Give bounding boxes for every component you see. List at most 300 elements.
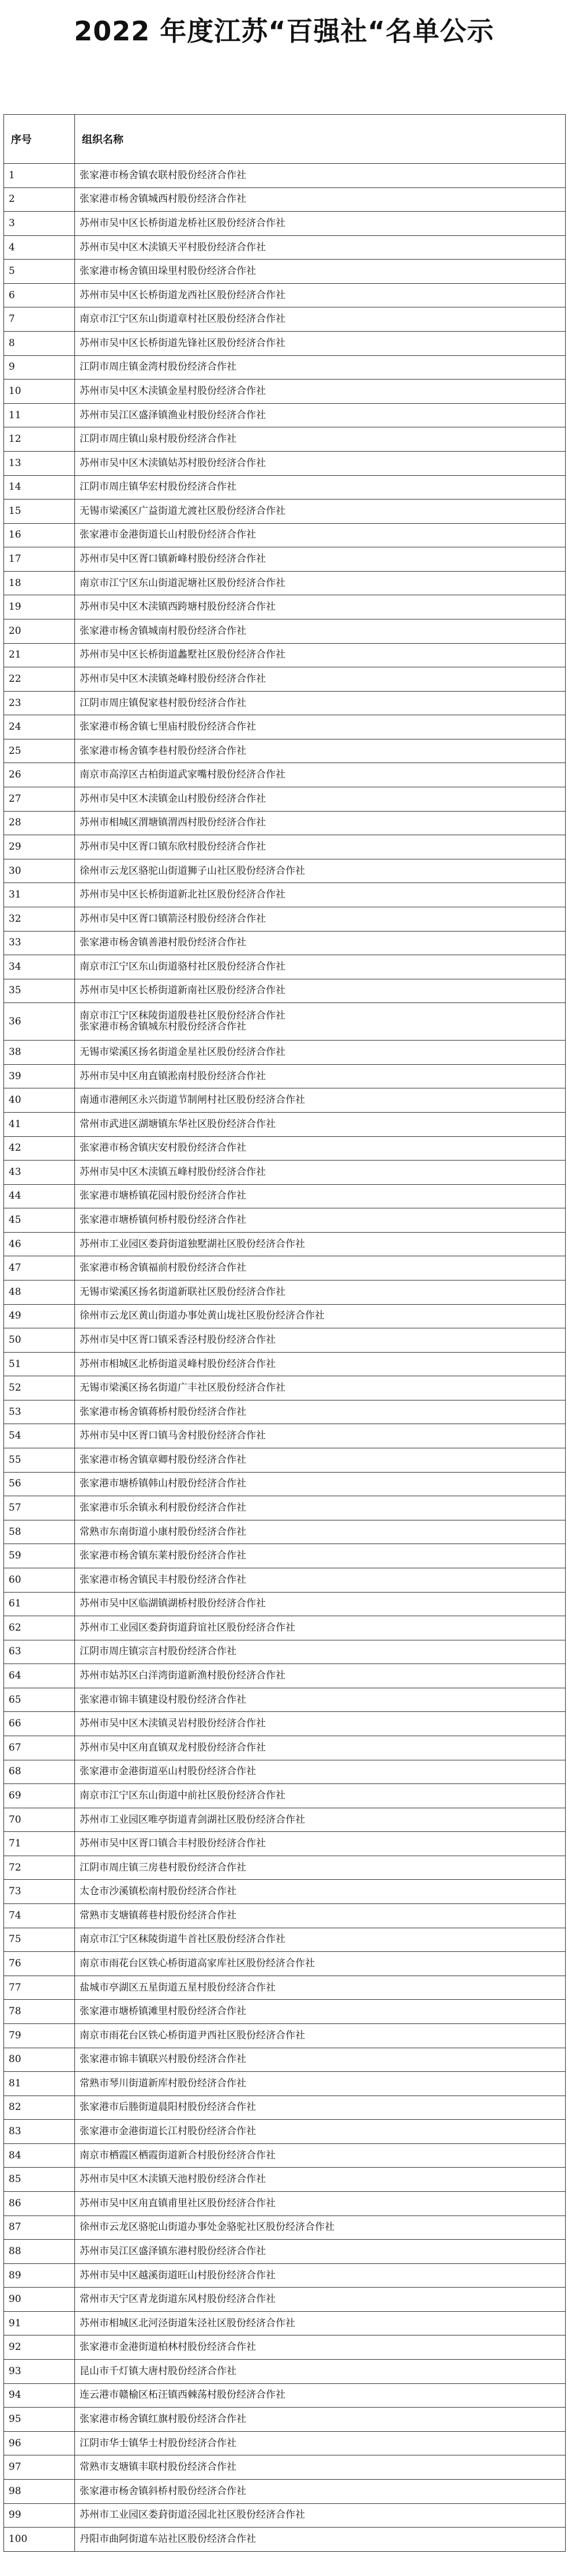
row-index: 58 [4,1520,75,1544]
row-org-name: 常熟市支塘镇丰联村股份经济合作社 [75,2455,566,2480]
row-org-name: 无锡市梁溪区广益街道尤渡社区股份经济合作社 [75,500,566,524]
table-row [4,2120,566,2144]
table-row [4,1281,566,1305]
row-org-name: 苏州市相城区北河泾街道朱泾社区股份经济合作社 [75,2311,566,2335]
table-row [4,2288,566,2312]
table-row [4,859,566,883]
table-row [4,1712,566,1736]
row-index: 21 [4,643,75,667]
row-index: 93 [4,2360,75,2384]
row-org-name: 张家港市金港街道长江村股份经济合作社 [75,2120,566,2144]
row-org-name: 苏州市吴中区木渎镇金星村股份经济合作社 [75,380,566,404]
row-index: 63 [4,1640,75,1664]
table-row [4,1232,566,1256]
roster-table [3,114,566,2552]
table-row [4,500,566,524]
row-org-name: 苏州市吴中区胥口镇马舍村股份经济合作社 [75,1424,566,1448]
row-index: 29 [4,835,75,859]
row-index: 72 [4,1856,75,1880]
table-row [4,1568,566,1592]
row-index: 92 [4,2335,75,2360]
row-org-name: 张家港市杨舍镇蒋桥村股份经济合作社 [75,1400,566,1424]
table-row [4,1616,566,1640]
row-index: 28 [4,811,75,835]
row-index: 15 [4,500,75,524]
row-index: 44 [4,1184,75,1208]
row-org-name: 江阴市周庄镇三房巷村股份经济合作社 [75,1856,566,1880]
table-row [4,212,566,236]
row-org-name: 苏州市吴中区长桥街道新北社区股份经济合作社 [75,883,566,907]
row-org-name: 苏州市吴中区胥口镇新峰村股份经济合作社 [75,547,566,572]
table-row [4,1904,566,1928]
table-row [4,1041,566,1065]
row-org-name: 丹阳市曲阿街道车站社区股份经济合作社 [75,2528,566,2552]
row-org-name: 张家港市杨舍镇福前村股份经济合作社 [75,1256,566,1281]
table-row [4,380,566,404]
row-index: 19 [4,595,75,619]
row-org-name: 昆山市千灯镇大唐村股份经济合作社 [75,2360,566,2384]
table-row [4,2383,566,2408]
table-row [4,1352,566,1376]
row-org-name: 常州市武进区湖塘镇东华社区股份经济合作社 [75,1112,566,1136]
row-index: 38 [4,1041,75,1065]
row-org-name: 张家港市杨舍镇七里庙村股份经济合作社 [75,715,566,739]
table-row [4,1688,566,1712]
row-org-name: 张家港市后塍街道晨阳村股份经济合作社 [75,2096,566,2120]
table-row [4,2023,566,2048]
row-org-name: 南京市江宁区东山街道中前社区股份经济合作社 [75,1784,566,1808]
row-org-name [75,1003,566,1041]
row-org-name: 苏州市吴中区木渎镇灵岩村股份经济合作社 [75,1712,566,1736]
table-row [4,2455,566,2480]
row-index: 62 [4,1616,75,1640]
table-row [4,2240,566,2264]
row-index: 89 [4,2263,75,2288]
row-index: 5 [4,260,75,284]
row-org-name: 苏州市吴江区盛泽镇渔业村股份经济合作社 [75,403,566,427]
row-org-name: 张家港市杨舍镇李巷村股份经济合作社 [75,739,566,763]
row-org-name: 江阴市周庄镇山泉村股份经济合作社 [75,427,566,452]
row-org-name: 苏州市吴中区甪直镇淞南村股份经济合作社 [75,1064,566,1088]
row-index: 76 [4,1952,75,1976]
table-row [4,1208,566,1233]
table-row [4,787,566,812]
table-row [4,931,566,955]
row-org-name: 张家港市杨舍镇东莱村股份经济合作社 [75,1544,566,1568]
row-org-name: 江阴市周庄镇宗言村股份经济合作社 [75,1640,566,1664]
row-index: 73 [4,1880,75,1904]
row-index: 43 [4,1161,75,1185]
table-row [4,2215,566,2240]
row-org-name: 苏州市吴中区长桥街道蠡墅社区股份经济合作社 [75,643,566,667]
row-index: 78 [4,2000,75,2024]
row-index: 100 [4,2528,75,2552]
row-index: 82 [4,2096,75,2120]
table-row [4,403,566,427]
row-org-name: 苏州市吴中区木渎镇天池村股份经济合作社 [75,2168,566,2192]
row-index: 64 [4,1664,75,1688]
table-row [4,763,566,787]
row-index: 65 [4,1688,75,1712]
row-index: 96 [4,2431,75,2455]
row-org-name: 苏州市工业园区唯亭街道青剑湖社区股份经济合作社 [75,1808,566,1832]
table-row [4,619,566,643]
row-index: 68 [4,1760,75,1784]
row-org-name: 苏州市吴中区长桥街道龙桥社区股份经济合作社 [75,212,566,236]
row-index: 42 [4,1136,75,1161]
row-org-name: 南京市江宁区秣陵街道牛首社区股份经济合作社 [75,1928,566,1952]
row-index: 70 [4,1808,75,1832]
row-org-name: 南京市雨花台区铁心桥街道高家库社区股份经济合作社 [75,1952,566,1976]
page-title: 2022 年度江苏“百强社“名单公示 [74,16,494,47]
row-org-name: 苏州市工业园区娄葑街道独墅湖社区股份经济合作社 [75,1232,566,1256]
table-row [4,1592,566,1616]
row-org-name: 张家港市锦丰镇建设村股份经济合作社 [75,1688,566,1712]
row-org-name: 苏州市相城区北桥街道灵峰村股份经济合作社 [75,1352,566,1376]
row-index: 23 [4,691,75,715]
row-index: 74 [4,1904,75,1928]
row-index: 33 [4,931,75,955]
row-org-name: 江阴市周庄镇倪家巷村股份经济合作社 [75,691,566,715]
row-org-name: 徐州市云龙区黄山街道办事处黄山垅社区股份经济合作社 [75,1304,566,1328]
header-org-name: 组织名称 [75,115,566,164]
table-row [4,1520,566,1544]
row-org-name: 无锡市梁溪区扬名街道金星社区股份经济合作社 [75,1041,566,1065]
row-org-name: 苏州市姑苏区白洋湾街道新渔村股份经济合作社 [75,1664,566,1688]
row-index: 95 [4,2408,75,2432]
row-index: 24 [4,715,75,739]
table-row [4,1376,566,1400]
row-org-name: 张家港市塘桥镇滩里村股份经济合作社 [75,2000,566,2024]
table-row [4,907,566,931]
row-index: 40 [4,1088,75,1113]
table-row [4,2431,566,2455]
row-org-name: 无锡市梁溪区扬名街道新联社区股份经济合作社 [75,1281,566,1305]
row-org-name: 张家港市金港街道巫山村股份经济合作社 [75,1760,566,1784]
row-index: 4 [4,235,75,260]
row-index: 56 [4,1472,75,1496]
table-row [4,1736,566,1760]
table-row [4,2000,566,2024]
row-index: 12 [4,427,75,452]
row-org-name: 南京市江宁区东山街道章村社区股份经济合作社 [75,307,566,332]
row-index: 79 [4,2023,75,2048]
table-row [4,955,566,979]
row-index: 22 [4,667,75,692]
table-row [4,260,566,284]
row-org-name: 张家港市杨舍镇农联村股份经济合作社 [75,164,566,188]
row-index: 55 [4,1448,75,1473]
row-index: 77 [4,1976,75,2000]
row-org-name: 张家港市杨舍镇章卿村股份经济合作社 [75,1448,566,1473]
table-row [4,1448,566,1473]
table-row [4,1088,566,1113]
table-row [4,332,566,356]
row-index: 54 [4,1424,75,1448]
row-index: 16 [4,523,75,547]
row-org-name: 苏州市工业园区娄葑街道葑谊社区股份经济合作社 [75,1616,566,1640]
row-index: 86 [4,2191,75,2215]
table-row [4,1808,566,1832]
row-index: 39 [4,1064,75,1088]
table-row [4,811,566,835]
table-row [4,1952,566,1976]
table-row [4,715,566,739]
table-row [4,571,566,595]
table-row [4,739,566,763]
row-org-name: 苏州市吴中区木渎镇五峰村股份经济合作社 [75,1161,566,1185]
table-row [4,1856,566,1880]
table-row [4,307,566,332]
row-index: 85 [4,2168,75,2192]
table-row [4,1544,566,1568]
table-row [4,164,566,188]
table-row [4,1112,566,1136]
row-index: 47 [4,1256,75,1281]
table-row [4,427,566,452]
table-row [4,595,566,619]
table-row [4,1400,566,1424]
row-org-name: 苏州市吴中区木渎镇西跨塘村股份经济合作社 [75,595,566,619]
row-index: 98 [4,2479,75,2503]
table-row [4,235,566,260]
table-body [4,164,566,2552]
table-row [4,691,566,715]
row-index: 14 [4,475,75,500]
table-row [4,979,566,1003]
table-row [4,187,566,212]
row-org-name: 苏州市吴中区长桥街道龙西社区股份经济合作社 [75,283,566,307]
row-org-name: 苏州市吴中区临湖镇湖桥村股份经济合作社 [75,1592,566,1616]
table-row [4,547,566,572]
row-index: 7 [4,307,75,332]
row-index: 11 [4,403,75,427]
row-index: 8 [4,332,75,356]
row-org-name: 张家港市金港街道柏林村股份经济合作社 [75,2335,566,2360]
row-org-name: 南京市江宁区东山街道泥塘社区股份经济合作社 [75,571,566,595]
row-index: 30 [4,859,75,883]
table-row [4,1832,566,1856]
row-org-name: 苏州市吴中区木渎镇姑苏村股份经济合作社 [75,451,566,475]
table-row [4,1184,566,1208]
table-row [4,1928,566,1952]
row-index: 25 [4,739,75,763]
row-index: 34 [4,955,75,979]
table-row [4,2479,566,2503]
row-org-name: 苏州市工业园区娄葑街道泾园北社区股份经济合作社 [75,2503,566,2528]
row-org-name: 盐城市亭湖区五星街道五星村股份经济合作社 [75,1976,566,2000]
row-org-name: 苏州市吴中区胥口镇采香泾村股份经济合作社 [75,1328,566,1353]
table-row [4,1064,566,1088]
row-org-name: 张家港市杨舍镇民丰村股份经济合作社 [75,1568,566,1592]
row-index: 69 [4,1784,75,1808]
row-index: 94 [4,2383,75,2408]
row-index: 18 [4,571,75,595]
table-row [4,355,566,380]
table-row [4,1003,566,1041]
row-index: 31 [4,883,75,907]
table-row [4,2048,566,2072]
table-row [4,667,566,692]
table-header-row [4,115,566,164]
row-org-name: 苏州市吴中区胥口镇合丰村股份经济合作社 [75,1832,566,1856]
row-org-name: 张家港市杨舍镇善港村股份经济合作社 [75,931,566,955]
row-index: 13 [4,451,75,475]
table-row [4,1161,566,1185]
row-org-name: 张家港市杨舍镇城南村股份经济合作社 [75,619,566,643]
row-org-name: 南京市高淳区古柏街道武家嘴村股份经济合作社 [75,763,566,787]
row-org-name: 苏州市吴中区木渎镇尧峰村股份经济合作社 [75,667,566,692]
row-org-name: 常熟市琴川街道新库村股份经济合作社 [75,2072,566,2096]
row-index: 49 [4,1304,75,1328]
row-org-name: 张家港市杨舍镇城西村股份经济合作社 [75,187,566,212]
row-org-name: 连云港市赣榆区柘汪镇西棘荡村股份经济合作社 [75,2383,566,2408]
row-org-name: 苏州市吴中区长桥街道先锋社区股份经济合作社 [75,332,566,356]
row-index: 66 [4,1712,75,1736]
row-org-name: 江阴市华士镇华士村股份经济合作社 [75,2431,566,2455]
row-index: 50 [4,1328,75,1353]
table-row [4,2335,566,2360]
row-index: 46 [4,1232,75,1256]
table-row [4,2311,566,2335]
row-index: 90 [4,2288,75,2312]
row-index: 71 [4,1832,75,1856]
row-index: 36 [4,1003,75,1041]
table-row [4,1760,566,1784]
row-org-name: 南京市栖霞区栖霞街道新合村股份经济合作社 [75,2143,566,2168]
table-row [4,2360,566,2384]
row-org-name: 徐州市云龙区骆驼山街道狮子山社区股份经济合作社 [75,859,566,883]
table-row [4,1664,566,1688]
row-index: 10 [4,380,75,404]
row-index: 2 [4,187,75,212]
row-index: 88 [4,2240,75,2264]
table-row [4,523,566,547]
row-org-name: 苏州市吴中区甪直镇甫里社区股份经济合作社 [75,2191,566,2215]
row-index: 59 [4,1544,75,1568]
row-index: 20 [4,619,75,643]
table-row [4,1256,566,1281]
table-row [4,1976,566,2000]
row-index: 97 [4,2455,75,2480]
row-org-name: 张家港市杨舍镇斜桥村股份经济合作社 [75,2479,566,2503]
table-row [4,1328,566,1353]
row-org-name: 徐州市云龙区骆驼山街道办事处金骆驼社区股份经济合作社 [75,2215,566,2240]
table-row [4,283,566,307]
table-row [4,2191,566,2215]
row-index: 41 [4,1112,75,1136]
row-org-name: 苏州市吴中区甪直镇双龙村股份经济合作社 [75,1736,566,1760]
row-org-name-line: 南京市江宁区秣陵街道殷巷社区股份经济合作社 [80,1010,285,1022]
table-row [4,2528,566,2552]
row-index: 57 [4,1496,75,1520]
row-org-name: 常熟市支塘镇蒋巷村股份经济合作社 [75,1904,566,1928]
row-org-name: 张家港市杨舍镇田垛里村股份经济合作社 [75,260,566,284]
table-row [4,2263,566,2288]
row-index: 51 [4,1352,75,1376]
table-row [4,2072,566,2096]
table-row [4,2096,566,2120]
row-index: 45 [4,1208,75,1233]
table-row [4,475,566,500]
table-row [4,1640,566,1664]
row-index: 80 [4,2048,75,2072]
table-row [4,1424,566,1448]
table-row [4,2168,566,2192]
row-index: 87 [4,2215,75,2240]
table-row [4,883,566,907]
row-org-name: 苏州市相城区渭塘镇渭西村股份经济合作社 [75,811,566,835]
row-org-name: 张家港市塘桥镇花园村股份经济合作社 [75,1184,566,1208]
row-org-name-line: 张家港市杨舍镇城东村股份经济合作社 [80,1021,246,1033]
row-org-name: 江阴市周庄镇金湾村股份经济合作社 [75,355,566,380]
row-index: 81 [4,2072,75,2096]
row-org-name: 无锡市梁溪区扬名街道广丰社区股份经济合作社 [75,1376,566,1400]
table-row [4,2408,566,2432]
row-org-name: 张家港市乐余镇永利村股份经济合作社 [75,1496,566,1520]
table-row [4,1304,566,1328]
table-row [4,835,566,859]
row-index: 83 [4,2120,75,2144]
row-index: 17 [4,547,75,572]
row-index: 53 [4,1400,75,1424]
row-index: 91 [4,2311,75,2335]
row-index: 1 [4,164,75,188]
row-index: 84 [4,2143,75,2168]
row-org-name: 苏州市吴中区长桥街道新南社区股份经济合作社 [75,979,566,1003]
row-org-name: 苏州市吴江区盛泽镇东港村股份经济合作社 [75,2240,566,2264]
row-index: 75 [4,1928,75,1952]
row-index: 61 [4,1592,75,1616]
table-row [4,643,566,667]
table-row [4,2503,566,2528]
row-org-name: 张家港市金港街道长山村股份经济合作社 [75,523,566,547]
table-row [4,1880,566,1904]
row-index: 9 [4,355,75,380]
row-index: 67 [4,1736,75,1760]
row-org-name: 张家港市杨舍镇庆安村股份经济合作社 [75,1136,566,1161]
row-org-name: 南京市雨花台区铁心桥街道尹西社区股份经济合作社 [75,2023,566,2048]
table-row [4,2143,566,2168]
table-row [4,1784,566,1808]
row-index: 27 [4,787,75,812]
row-org-name: 南京市江宁区东山街道骆村社区股份经济合作社 [75,955,566,979]
row-org-name: 苏州市吴中区胥口镇箭泾村股份经济合作社 [75,907,566,931]
row-org-name: 常州市天宁区青龙街道东风村股份经济合作社 [75,2288,566,2312]
row-index: 48 [4,1281,75,1305]
row-index: 99 [4,2503,75,2528]
table-row [4,1496,566,1520]
row-org-name: 常熟市东南街道小康村股份经济合作社 [75,1520,566,1544]
table-row [4,1136,566,1161]
row-index: 3 [4,212,75,236]
row-org-name: 张家港市锦丰镇联兴村股份经济合作社 [75,2048,566,2072]
row-org-name: 苏州市吴中区木渎镇金山村股份经济合作社 [75,787,566,812]
row-index: 60 [4,1568,75,1592]
row-org-name: 张家港市塘桥镇何桥村股份经济合作社 [75,1208,566,1233]
table-row [4,1472,566,1496]
table-row [4,451,566,475]
row-index: 52 [4,1376,75,1400]
row-org-name: 苏州市吴中区越溪街道旺山村股份经济合作社 [75,2263,566,2288]
row-index: 32 [4,907,75,931]
row-org-name: 苏州市吴中区木渎镇天平村股份经济合作社 [75,235,566,260]
row-index: 35 [4,979,75,1003]
row-org-name: 江阴市周庄镇华宏村股份经济合作社 [75,475,566,500]
header-index: 序号 [4,115,75,164]
row-org-name: 张家港市杨舍镇红旗村股份经济合作社 [75,2408,566,2432]
row-index: 6 [4,283,75,307]
